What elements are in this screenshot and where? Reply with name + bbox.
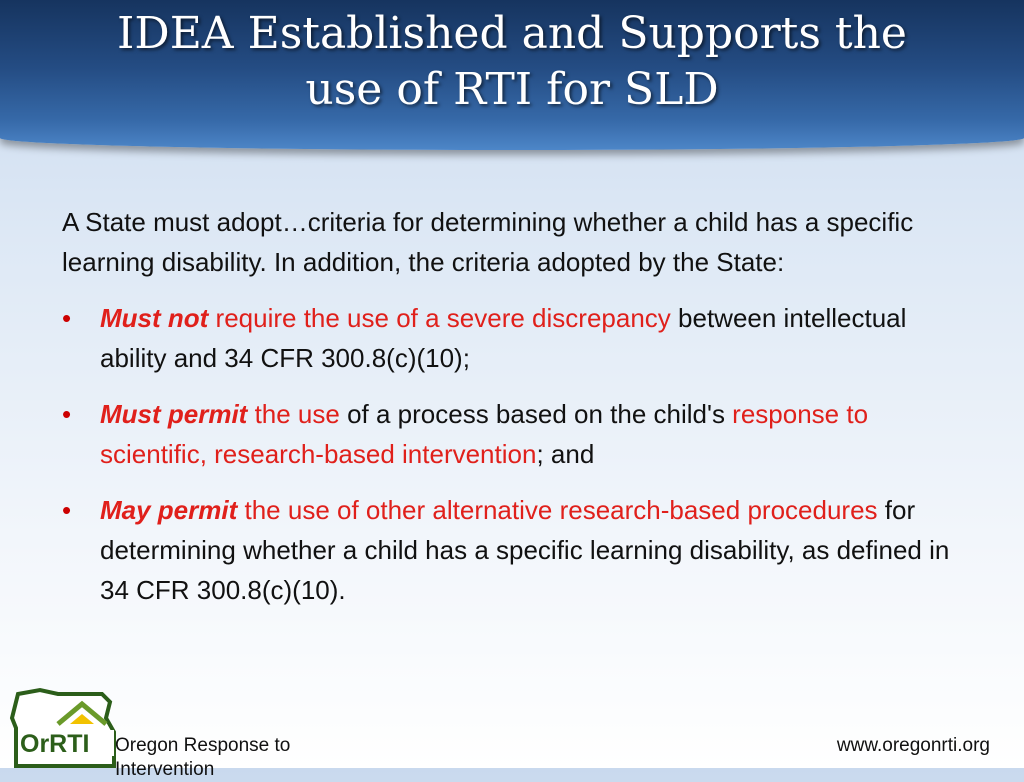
bullet-text: of a process based on the child's xyxy=(339,399,733,429)
logo-wordmark: OrRTI xyxy=(20,730,90,758)
footer-website-link[interactable]: www.oregonrti.org xyxy=(836,735,990,756)
bullet-item xyxy=(62,490,962,610)
bullet-red-text: require the use of a severe discrepancy xyxy=(208,303,671,333)
bullet-red-text: response to scientific, research-based intervention xyxy=(100,399,869,469)
slide-title-line-2: use of RTI for SLD xyxy=(305,64,719,115)
orrti-logo xyxy=(10,688,120,768)
bullet-item xyxy=(62,298,962,378)
slide-title-line-1: IDEA Established and Supports the xyxy=(117,8,907,59)
intro-paragraph: A State must adopt…criteria for determining whether a child has a specific learning disability. In addition, the criteria adopted by the State: xyxy=(62,207,914,277)
bullet-emphasis: May permit xyxy=(100,495,238,525)
bullet-item xyxy=(62,394,962,474)
bullet-text: ; and xyxy=(536,439,595,469)
slide-title xyxy=(0,6,1024,118)
footer-org-name: Oregon Response to Intervention xyxy=(115,735,291,780)
slide-body xyxy=(62,202,962,626)
bullet-emphasis: Must permit xyxy=(100,399,248,429)
bullet-text: between intellectual ability and 34 CFR 300.8(c)(10); xyxy=(100,303,907,373)
bullet-emphasis: Must not xyxy=(100,303,209,333)
bullet-list xyxy=(62,298,962,610)
bullet-red-text: the use xyxy=(247,399,340,429)
bullet-red-text: the use of other alternative research-based procedures xyxy=(237,495,878,525)
bullet-text: for determining whether a child has a specific learning disability, as defined in 34 CFR 300.8(c)(10). xyxy=(100,495,950,605)
